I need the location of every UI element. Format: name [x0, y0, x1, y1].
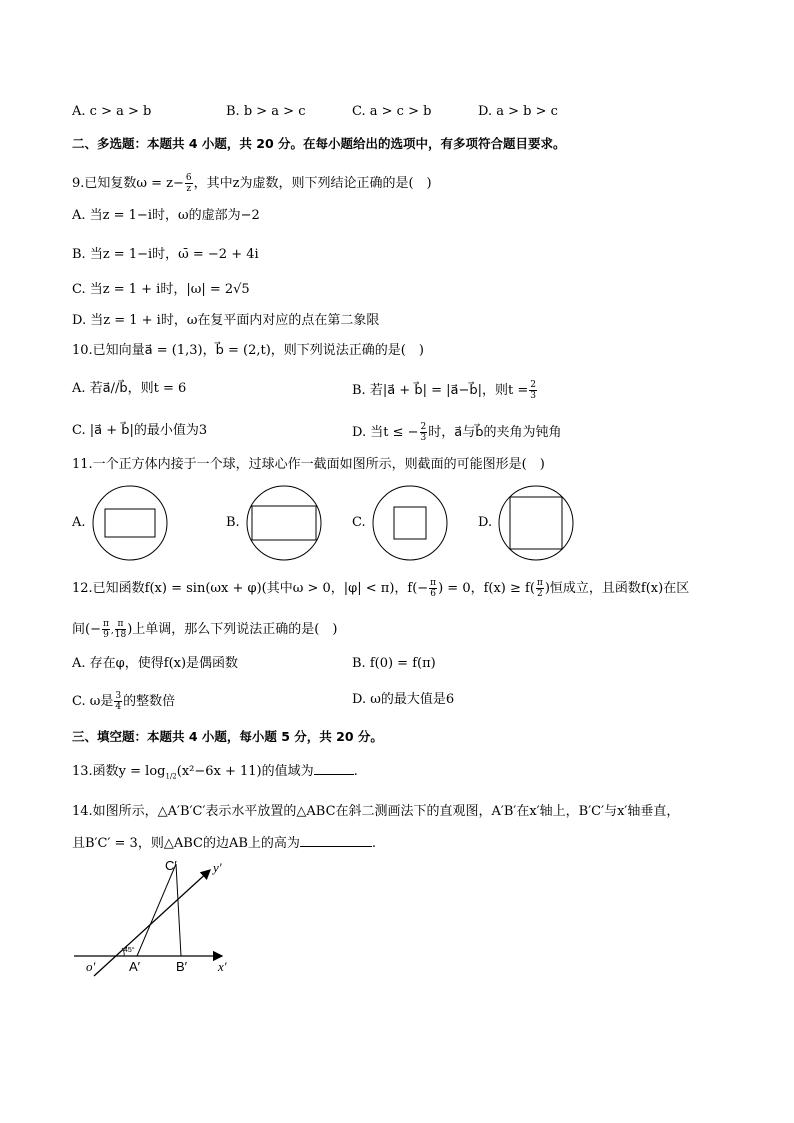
label-o-prime: o′ [86, 959, 96, 974]
q12-option-a: A. 存在φ，使得f(x)是偶函数 [72, 656, 239, 671]
q11-stem: 11.一个正方体内接于一个球，过球心作一截面如图所示，则截面的可能图形是( ) [72, 457, 545, 472]
q12-stem-line2: 间(− $\frac{\pi}{9}$ , $\frac{\pi}{18}$ )上单调，那么下列说法正确的是( ) [72, 619, 338, 640]
label-a-prime: A′ [129, 959, 141, 974]
q10-d-fraction: $\frac{2}{3}$ [420, 422, 427, 443]
q12-option-c: C. ω是 $\frac{3}{4}$ 的整数倍 [72, 691, 176, 712]
q8-option-b: B. b > a > c [226, 104, 306, 119]
q12-frac4: $\frac{\pi}{18}$ [114, 619, 127, 640]
q11-figure-b [244, 484, 324, 562]
q10-option-c: C. |a⃗ + b⃗|的最小值为3 [72, 423, 208, 438]
label-b-prime: B′ [176, 959, 188, 974]
q13-log-base: 1/2 [165, 772, 177, 781]
q14-stem-line1: 14.如图所示，△A′B′C′表示水平放置的△ABC在斜二测画法下的直观图，A′B′在x′轴上，B′C′与x′轴垂直， [72, 804, 680, 819]
q9-stem-a: 9.已知复数ω = z− [72, 176, 184, 191]
label-angle-45: 45° [124, 947, 135, 954]
q11-a-rectangle [105, 509, 155, 537]
q11-figure-a [90, 484, 170, 562]
segment-a-c [137, 864, 176, 956]
q9-option-a: A. 当z = 1−i时，ω的虚部为−2 [72, 208, 260, 223]
q9-option-d: D. 当z = 1 + i时，ω在复平面内对应的点在第二象限 [72, 313, 380, 328]
section2-title: 二、多选题：本题共 4 小题，共 20 分。在每小题给出的选项中，有多项符合题目要求。 [72, 136, 566, 151]
q10-option-b: B. 若|a⃗ + b⃗| = |a⃗−b⃗|，则t = $\frac{2}{3}$ [352, 380, 536, 401]
q11-label-c: C. [352, 515, 366, 530]
q8-option-a: A. c > a > b [72, 104, 152, 119]
section3-title: 三、填空题：本题共 4 小题，每小题 5 分，共 20 分。 [72, 729, 383, 744]
q9-stem [72, 173, 432, 194]
q11-b-rectangle [252, 506, 316, 540]
q14-stem-line2: 且B′C′ = 3，则△ABC的边AB上的高为 . [72, 833, 376, 853]
q12-option-d: D. ω的最大值是6 [352, 692, 455, 707]
q11-b-circle [247, 486, 321, 560]
y-prime-axis [94, 870, 210, 976]
q12-frac1: $\frac{\pi}{6}$ [430, 578, 437, 599]
q12-frac2: $\frac{\pi}{2}$ [536, 578, 543, 599]
q14-oblique-figure [72, 850, 242, 980]
q11-d-square [510, 497, 562, 549]
q11-c-circle [373, 486, 447, 560]
q8-option-c: C. a > c > b [352, 104, 432, 119]
q11-a-circle [93, 486, 167, 560]
q11-label-b: B. [226, 515, 240, 530]
label-y-prime: y′ [213, 860, 222, 875]
label-c-prime: C′ [165, 858, 177, 873]
label-x-prime: x′ [218, 959, 227, 974]
q12-option-b: B. f(0) = f(π) [352, 656, 436, 671]
q13-stem: 13.函数$y = \log_{1/2}(x^2-6x + 11)$的值域为 . [72, 761, 358, 786]
q11-label-a: A. [72, 515, 86, 530]
q14-answer-blank [300, 833, 372, 847]
q11-label-d: D. [478, 515, 493, 530]
q11-c-square [394, 507, 426, 539]
q10-stem: 10.已知向量a⃗ = (1,3)，b⃗ = (2,t)，则下列说法正确的是( ) [72, 343, 424, 358]
q10-option-d: D. 当t ≤ − $\frac{2}{3}$ 时，a⃗与b⃗的夹角为钝角 [352, 422, 562, 443]
q9-fraction: $\frac{6}{z}$ [185, 173, 192, 194]
q10-option-a: A. 若a⃗//b⃗，则t = 6 [72, 381, 187, 396]
q11-figure-d [496, 484, 576, 562]
q12-stem-line1: 12.已知函数f(x) = sin(ωx + φ)(其中ω > 0，|φ| < π)，f(− $\frac{\pi}{6}$ ) = 0，f(x) ≥ f( $\frac{\pi}{2}$ )恒成立，且函数f(x)在区 [72, 578, 690, 599]
q8-option-d: D. a > b > c [478, 104, 558, 119]
segment-b-c [176, 864, 181, 956]
q11-figure-c [370, 484, 450, 562]
q9-option-c: C. 当z = 1 + i时，|ω| = 2√5 [72, 282, 250, 297]
q10-b-fraction: $\frac{2}{3}$ [530, 380, 536, 401]
q12-frac3: $\frac{\pi}{9}$ [102, 619, 109, 640]
q9-option-b: B. 当z = 1−i时，ω̄ = −2 + 4i [72, 247, 259, 262]
q9-stem-b: ，其中z为虚数，则下列结论正确的是( ) [193, 176, 432, 191]
q12-c-fraction: $\frac{3}{4}$ [115, 691, 122, 712]
q13-answer-blank [314, 761, 354, 775]
